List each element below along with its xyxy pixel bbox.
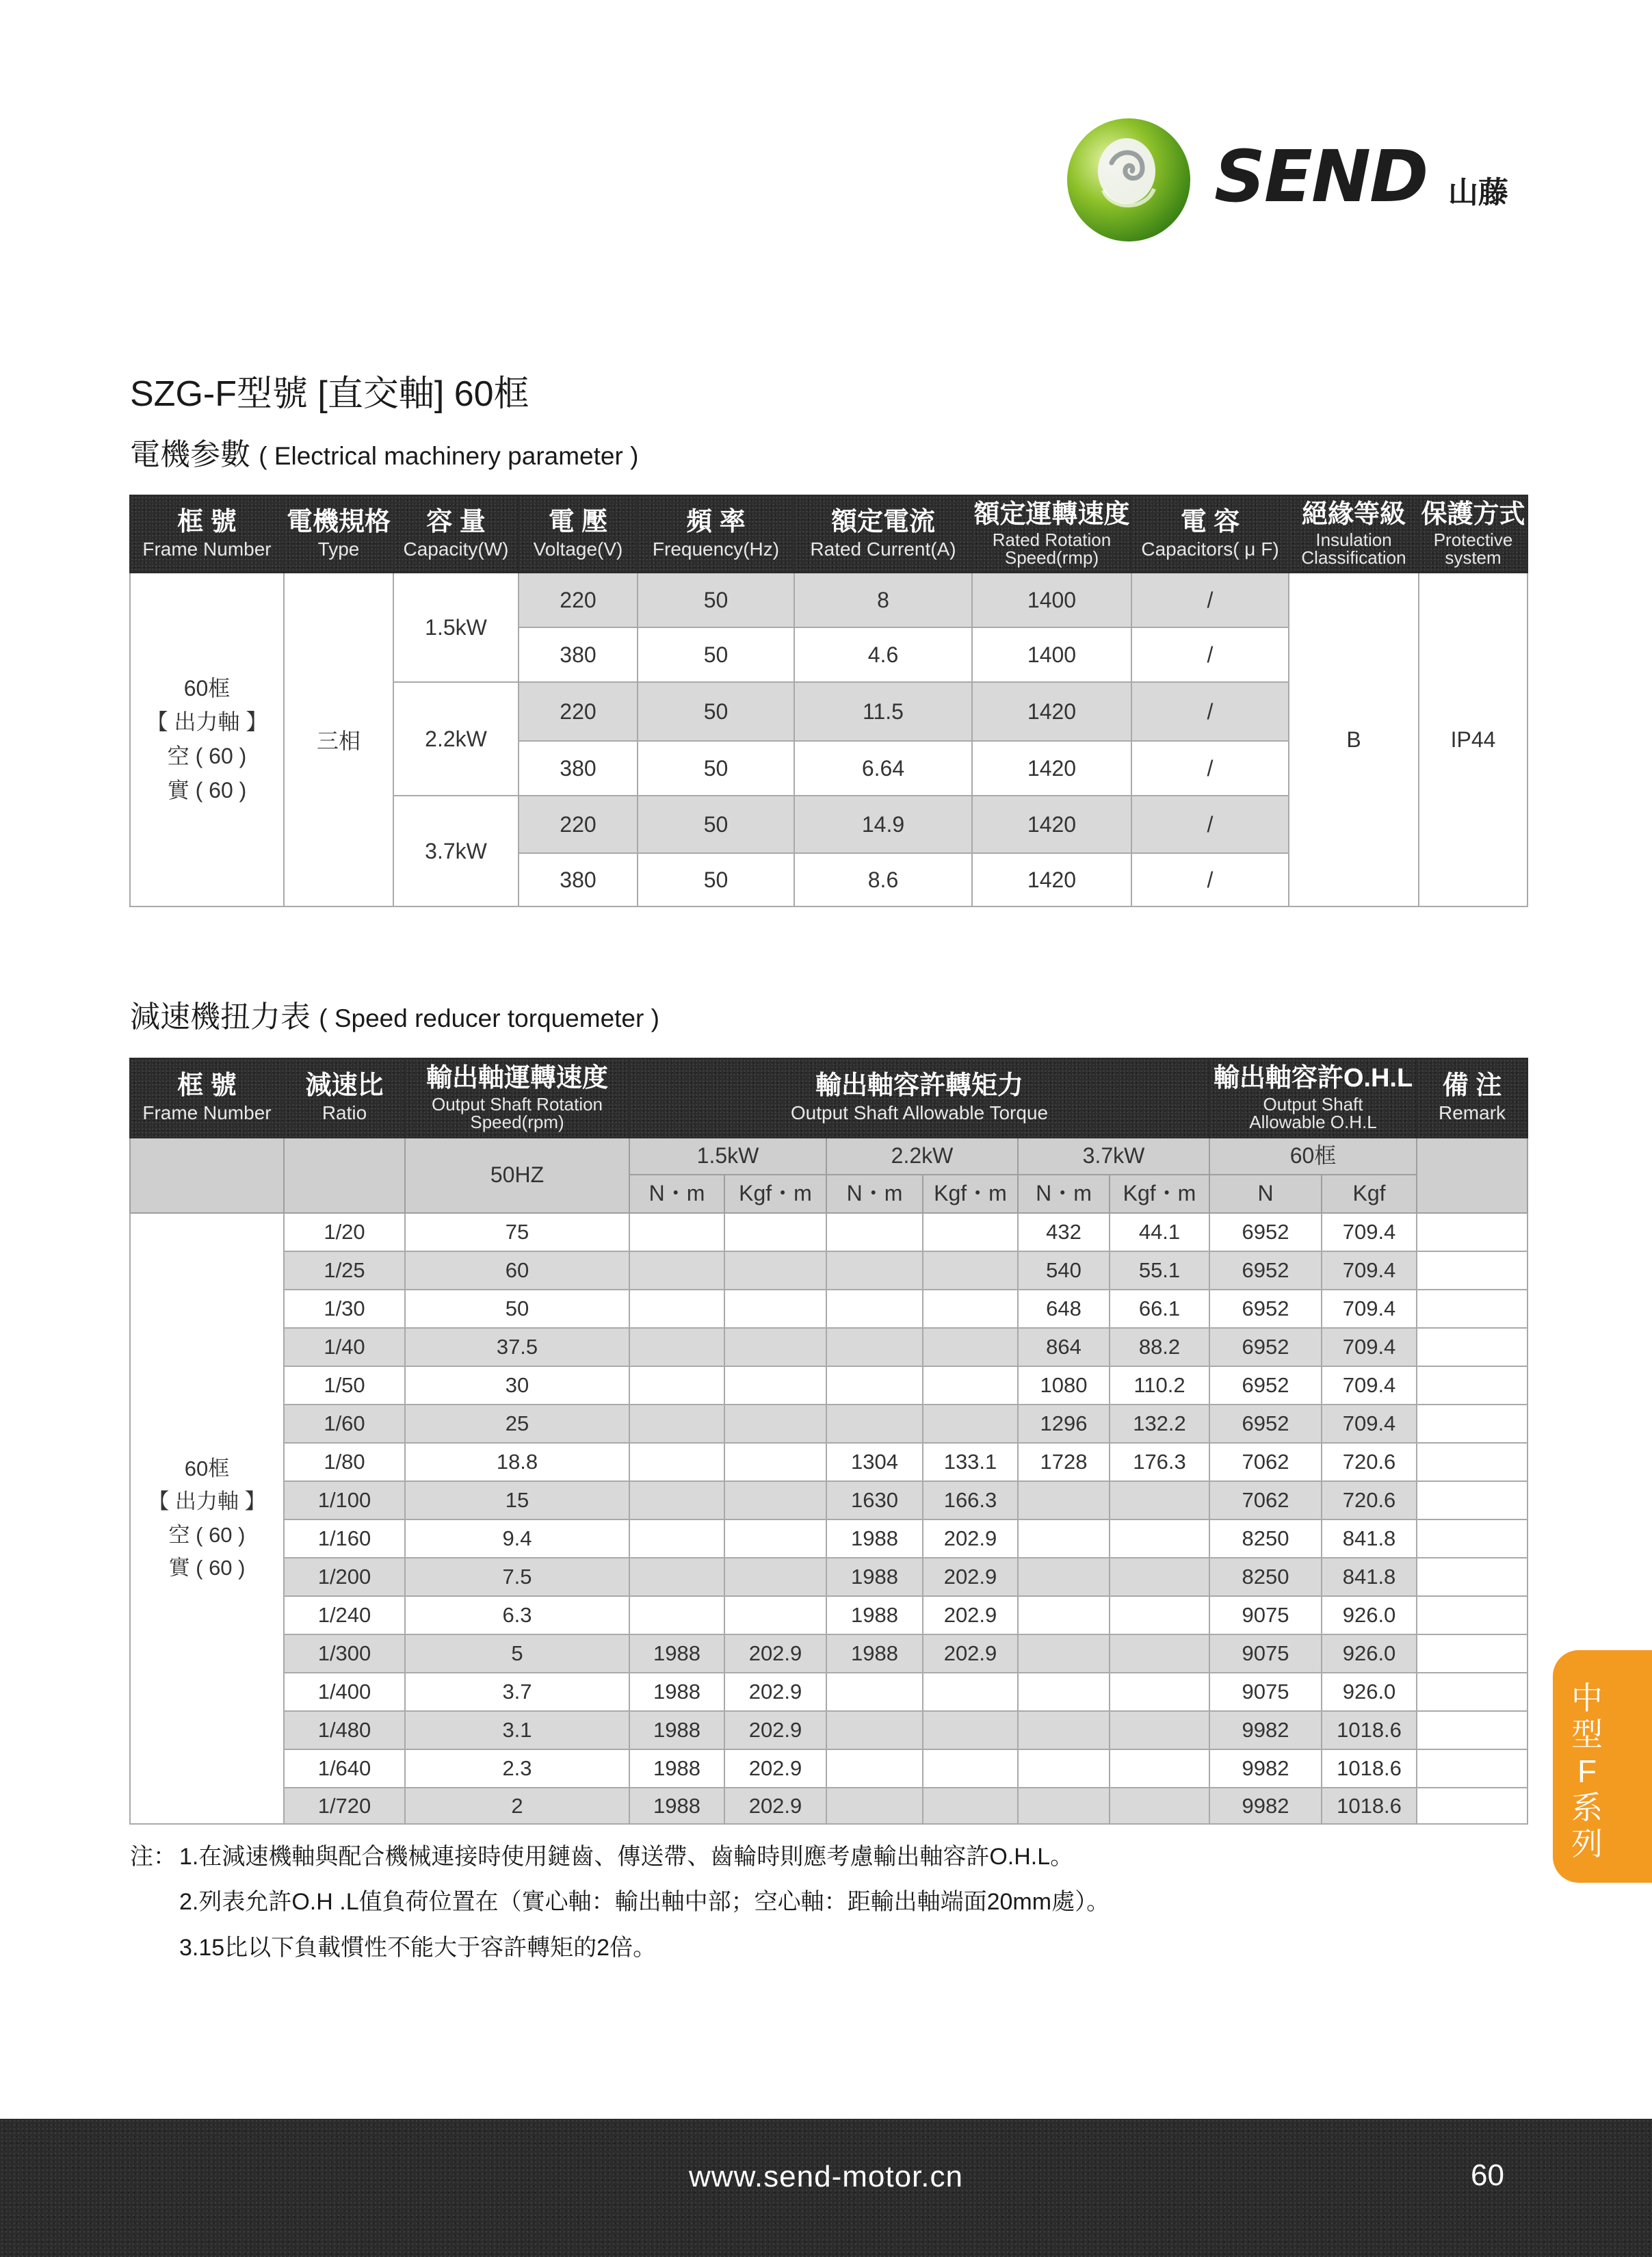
kgfm-2-2kw-cell (923, 1251, 1018, 1290)
table-header-row (130, 495, 1528, 573)
ratio-cell: 1/50 (284, 1366, 405, 1405)
speed-cell: 1400 (972, 627, 1131, 682)
remark-cell (1417, 1405, 1528, 1443)
speed-cell: 25 (405, 1405, 629, 1443)
nm-1-5kw-cell: 1988 (629, 1788, 724, 1824)
kgfm-1-5kw-cell: 202.9 (724, 1634, 826, 1673)
kgfm-2-2kw-cell (923, 1366, 1018, 1405)
kgfm-1-5kw-cell (724, 1596, 826, 1634)
header-remark: 備 注 Remark (1417, 1058, 1528, 1138)
ratio-cell: 1/640 (284, 1749, 405, 1788)
ohl-kgf-cell: 1018.6 (1322, 1749, 1417, 1788)
section-title-cn: 減速機扭力表 (130, 1000, 311, 1034)
remark-cell (1417, 1634, 1528, 1673)
voltage-cell: 380 (519, 741, 638, 796)
kgfm-3-7kw-cell (1110, 1788, 1209, 1824)
kgfm-3-7kw-cell (1110, 1481, 1209, 1519)
kgfm-2-2kw-cell (923, 1405, 1018, 1443)
subheader-blank (1417, 1138, 1528, 1213)
page-footer (0, 2119, 1652, 2257)
current-cell: 8 (794, 573, 972, 627)
section-title-torque (130, 1002, 659, 1032)
kgfm-2-2kw-cell: 202.9 (923, 1519, 1018, 1558)
nm-3-7kw-cell (1018, 1519, 1110, 1558)
series-side-tab (1553, 1650, 1652, 1883)
note-item: 3.15比以下負載慣性不能大于容許轉矩的2倍。 (179, 1935, 657, 1961)
voltage-cell: 220 (519, 682, 638, 741)
remark-cell (1417, 1290, 1528, 1328)
capacitor-cell: / (1131, 796, 1289, 853)
header-ratio: 減速比 Ratio (284, 1058, 405, 1138)
header-capacitors: 電 容 Capacitors( μ F) (1131, 495, 1289, 573)
ohl-kgf-cell: 709.4 (1322, 1251, 1417, 1290)
kgfm-3-7kw-cell (1110, 1711, 1209, 1749)
table-row (130, 1673, 1528, 1711)
nm-1-5kw-cell (629, 1481, 724, 1519)
nm-2-2kw-cell (826, 1788, 923, 1824)
unit-kgfm: Kgf・m (1110, 1175, 1209, 1213)
insulation-cell: B (1289, 573, 1419, 906)
ohl-n-cell: 7062 (1209, 1481, 1322, 1519)
table-row (130, 1366, 1528, 1405)
capacitor-cell: / (1131, 741, 1289, 796)
nm-3-7kw-cell: 1296 (1018, 1405, 1110, 1443)
kgfm-1-5kw-cell (724, 1290, 826, 1328)
kgfm-2-2kw-cell (923, 1788, 1018, 1824)
subheader-frame-60: 60框 (1209, 1138, 1417, 1175)
nm-2-2kw-cell (826, 1405, 923, 1443)
nm-2-2kw-cell: 1304 (826, 1443, 923, 1481)
kgfm-1-5kw-cell: 202.9 (724, 1788, 826, 1824)
nm-3-7kw-cell (1018, 1481, 1110, 1519)
table-row (130, 1405, 1528, 1443)
nm-1-5kw-cell (629, 1405, 724, 1443)
nm-3-7kw-cell: 432 (1018, 1213, 1110, 1251)
remark-cell (1417, 1788, 1528, 1824)
ohl-n-cell: 6952 (1209, 1290, 1322, 1328)
brand-logo (1064, 115, 1543, 245)
remark-cell (1417, 1366, 1528, 1405)
speed-cell: 1400 (972, 573, 1131, 627)
subheader-blank (284, 1138, 405, 1213)
speed-cell: 1420 (972, 682, 1131, 741)
nm-2-2kw-cell (826, 1711, 923, 1749)
table-row (130, 1634, 1528, 1673)
header-capacity: 容 量 Capacity(W) (393, 495, 519, 573)
table-row (130, 1481, 1528, 1519)
kgfm-3-7kw-cell: 55.1 (1110, 1251, 1209, 1290)
kgfm-1-5kw-cell (724, 1519, 826, 1558)
ohl-n-cell: 9075 (1209, 1634, 1322, 1673)
kgfm-1-5kw-cell (724, 1405, 826, 1443)
ohl-kgf-cell: 1018.6 (1322, 1788, 1417, 1824)
ohl-kgf-cell: 709.4 (1322, 1213, 1417, 1251)
ohl-kgf-cell: 841.8 (1322, 1558, 1417, 1596)
nm-1-5kw-cell (629, 1366, 724, 1405)
kgfm-2-2kw-cell: 166.3 (923, 1481, 1018, 1519)
nm-1-5kw-cell: 1988 (629, 1711, 724, 1749)
kgfm-2-2kw-cell (923, 1711, 1018, 1749)
kgfm-3-7kw-cell: 88.2 (1110, 1328, 1209, 1366)
kgfm-1-5kw-cell: 202.9 (724, 1711, 826, 1749)
ohl-n-cell: 8250 (1209, 1519, 1322, 1558)
nm-1-5kw-cell: 1988 (629, 1749, 724, 1788)
subheader-capacity-2-2kw: 2.2kW (826, 1138, 1018, 1175)
frequency-cell: 50 (638, 627, 794, 682)
remark-cell (1417, 1596, 1528, 1634)
kgfm-2-2kw-cell (923, 1213, 1018, 1251)
ohl-n-cell: 9982 (1209, 1711, 1322, 1749)
nm-3-7kw-cell (1018, 1788, 1110, 1824)
torque-table (129, 1058, 1528, 1825)
header-protection: 保護方式 Protective system (1419, 495, 1528, 573)
nm-2-2kw-cell: 1988 (826, 1558, 923, 1596)
speed-cell: 50 (405, 1290, 629, 1328)
ratio-cell: 1/20 (284, 1213, 405, 1251)
nm-1-5kw-cell (629, 1443, 724, 1481)
kgfm-3-7kw-cell: 176.3 (1110, 1443, 1209, 1481)
protection-cell: IP44 (1419, 573, 1528, 906)
ohl-kgf-cell: 926.0 (1322, 1634, 1417, 1673)
kgfm-1-5kw-cell (724, 1251, 826, 1290)
torque-table-body (130, 1213, 1528, 1824)
ratio-cell: 1/200 (284, 1558, 405, 1596)
brand-name-cn: 山藤 (1448, 175, 1508, 210)
ratio-cell: 1/40 (284, 1328, 405, 1366)
ohl-kgf-cell: 709.4 (1322, 1290, 1417, 1328)
ohl-kgf-cell: 709.4 (1322, 1405, 1417, 1443)
header-rated-speed: 額定運轉速度 Rated Rotation Speed(rmp) (972, 495, 1131, 573)
ohl-n-cell: 9982 (1209, 1749, 1322, 1788)
kgfm-3-7kw-cell (1110, 1634, 1209, 1673)
nm-2-2kw-cell (826, 1366, 923, 1405)
note-item: 2.列表允許O.H .L值負荷位置在（實心軸：輸出軸中部；空心軸：距輸出軸端面20mm處）。 (179, 1889, 1110, 1915)
nm-1-5kw-cell (629, 1251, 724, 1290)
table-row (130, 1558, 1528, 1596)
speed-cell: 6.3 (405, 1596, 629, 1634)
nm-3-7kw-cell: 864 (1018, 1328, 1110, 1366)
ratio-cell: 1/240 (284, 1596, 405, 1634)
ratio-cell: 1/720 (284, 1788, 405, 1824)
nm-3-7kw-cell (1018, 1558, 1110, 1596)
motor-type-cell: 三相 (284, 573, 393, 906)
kgfm-2-2kw-cell (923, 1673, 1018, 1711)
speed-cell: 3.7 (405, 1673, 629, 1711)
remark-cell (1417, 1749, 1528, 1788)
header-insulation: 絕緣等級 Insulation Classification (1289, 495, 1419, 573)
nm-3-7kw-cell: 648 (1018, 1290, 1110, 1328)
subheader-frequency: 50HZ (405, 1138, 629, 1213)
speed-cell: 7.5 (405, 1558, 629, 1596)
remark-cell (1417, 1328, 1528, 1366)
ratio-cell: 1/300 (284, 1634, 405, 1673)
remark-cell (1417, 1519, 1528, 1558)
nm-1-5kw-cell (629, 1290, 724, 1328)
ratio-cell: 1/25 (284, 1251, 405, 1290)
header-output-speed: 輸出軸運轉速度 Output Shaft Rotation Speed(rpm) (405, 1058, 629, 1138)
voltage-cell: 220 (519, 573, 638, 627)
current-cell: 11.5 (794, 682, 972, 741)
nm-2-2kw-cell (826, 1749, 923, 1788)
speed-cell: 1420 (972, 796, 1131, 853)
table-row (130, 1251, 1528, 1290)
speed-cell: 30 (405, 1366, 629, 1405)
ohl-kgf-cell: 709.4 (1322, 1366, 1417, 1405)
section-title-en: ( Speed reducer torquemeter ) (319, 1004, 659, 1032)
ohl-n-cell: 6952 (1209, 1366, 1322, 1405)
kgfm-3-7kw-cell: 44.1 (1110, 1213, 1209, 1251)
nm-1-5kw-cell: 1988 (629, 1673, 724, 1711)
kgfm-2-2kw-cell (923, 1328, 1018, 1366)
ohl-n-cell: 9075 (1209, 1596, 1322, 1634)
ohl-n-cell: 8250 (1209, 1558, 1322, 1596)
kgfm-2-2kw-cell (923, 1749, 1018, 1788)
remark-cell (1417, 1251, 1528, 1290)
ohl-n-cell: 6952 (1209, 1213, 1322, 1251)
remark-cell (1417, 1673, 1528, 1711)
table-row (130, 1596, 1528, 1634)
ohl-n-cell: 6952 (1209, 1405, 1322, 1443)
ohl-kgf-cell: 720.6 (1322, 1481, 1417, 1519)
nm-1-5kw-cell: 1988 (629, 1634, 724, 1673)
kgfm-1-5kw-cell (724, 1481, 826, 1519)
table-row (130, 573, 1528, 627)
capacity-cell: 3.7kW (393, 796, 519, 906)
ohl-kgf-cell: 926.0 (1322, 1673, 1417, 1711)
speed-cell: 1420 (972, 741, 1131, 796)
ratio-cell: 1/400 (284, 1673, 405, 1711)
nm-3-7kw-cell (1018, 1711, 1110, 1749)
kgfm-1-5kw-cell (724, 1328, 826, 1366)
nm-1-5kw-cell (629, 1328, 724, 1366)
header-rated-current: 額定電流 Rated Current(A) (794, 495, 972, 573)
electrical-parameter-table (129, 495, 1528, 907)
capacitor-cell: / (1131, 627, 1289, 682)
unit-nm: N・m (1018, 1175, 1110, 1213)
speed-cell: 2.3 (405, 1749, 629, 1788)
unit-kgfm: Kgf・m (923, 1175, 1018, 1213)
section-title-cn: 電機参數 (130, 438, 250, 471)
page-number: 60 (1471, 2158, 1504, 2192)
table-row (130, 1519, 1528, 1558)
nm-3-7kw-cell: 1080 (1018, 1366, 1110, 1405)
unit-nm: N・m (629, 1175, 724, 1213)
current-cell: 4.6 (794, 627, 972, 682)
kgfm-1-5kw-cell (724, 1366, 826, 1405)
ohl-n-cell: 9075 (1209, 1673, 1322, 1711)
nm-3-7kw-cell (1018, 1596, 1110, 1634)
kgfm-1-5kw-cell (724, 1443, 826, 1481)
ratio-cell: 1/80 (284, 1443, 405, 1481)
nm-1-5kw-cell (629, 1596, 724, 1634)
speed-cell: 18.8 (405, 1443, 629, 1481)
remark-cell (1417, 1711, 1528, 1749)
kgfm-3-7kw-cell (1110, 1596, 1209, 1634)
table-row (130, 1749, 1528, 1788)
remark-cell (1417, 1213, 1528, 1251)
table-row (130, 1290, 1528, 1328)
capacitor-cell: / (1131, 573, 1289, 627)
table-header-row (130, 1058, 1528, 1138)
ohl-n-cell: 6952 (1209, 1328, 1322, 1366)
ratio-cell: 1/480 (284, 1711, 405, 1749)
nm-2-2kw-cell (826, 1251, 923, 1290)
frequency-cell: 50 (638, 853, 794, 906)
frame-number-cell: 60框 【 出力軸 】 空 ( 60 ) 實 ( 60 ) (130, 573, 284, 906)
nm-2-2kw-cell: 1988 (826, 1634, 923, 1673)
ohl-kgf-cell: 926.0 (1322, 1596, 1417, 1634)
unit-kgfm: Kgf・m (724, 1175, 826, 1213)
header-frame-number: 框 號 Frame Number (130, 1058, 284, 1138)
current-cell: 8.6 (794, 853, 972, 906)
nm-3-7kw-cell: 540 (1018, 1251, 1110, 1290)
footer-website: www.send-motor.cn (689, 2160, 963, 2193)
remark-cell (1417, 1558, 1528, 1596)
frequency-cell: 50 (638, 573, 794, 627)
nm-3-7kw-cell (1018, 1673, 1110, 1711)
ohl-kgf-cell: 841.8 (1322, 1519, 1417, 1558)
kgfm-3-7kw-cell (1110, 1519, 1209, 1558)
nm-2-2kw-cell: 1988 (826, 1596, 923, 1634)
speed-cell: 5 (405, 1634, 629, 1673)
ohl-kgf-cell: 709.4 (1322, 1328, 1417, 1366)
note-item: 1.在減速機軸與配合機械連接時使用鏈齒、傳送帶、齒輪時則應考慮輸出軸容許O.H.L。 (179, 1844, 1074, 1870)
section-title-en: ( Electrical machinery parameter ) (259, 442, 639, 470)
header-voltage: 電 壓 Voltage(V) (519, 495, 638, 573)
series-side-tab-label: 中 型 F 系 列 (1571, 1680, 1603, 1862)
kgfm-2-2kw-cell: 133.1 (923, 1443, 1018, 1481)
ohl-kgf-cell: 720.6 (1322, 1443, 1417, 1481)
nm-3-7kw-cell: 1728 (1018, 1443, 1110, 1481)
kgfm-2-2kw-cell: 202.9 (923, 1596, 1018, 1634)
kgfm-1-5kw-cell (724, 1213, 826, 1251)
speed-cell: 1420 (972, 853, 1131, 906)
speed-cell: 15 (405, 1481, 629, 1519)
table-row (130, 1213, 1528, 1251)
ratio-cell: 1/100 (284, 1481, 405, 1519)
speed-cell: 37.5 (405, 1328, 629, 1366)
ohl-kgf-cell: 1018.6 (1322, 1711, 1417, 1749)
frequency-cell: 50 (638, 796, 794, 853)
nm-1-5kw-cell (629, 1213, 724, 1251)
kgfm-2-2kw-cell: 202.9 (923, 1634, 1018, 1673)
header-allowable-torque: 輸出軸容許轉矩力 Output Shaft Allowable Torque (629, 1058, 1209, 1138)
ohl-n-cell: 7062 (1209, 1443, 1322, 1481)
speed-cell: 2 (405, 1788, 629, 1824)
nm-1-5kw-cell (629, 1519, 724, 1558)
frame-number-cell: 60框 【 出力軸 】 空 ( 60 ) 實 ( 60 ) (130, 1213, 284, 1824)
page-title: SZG-F型號 [直交軸] 60框 (130, 374, 529, 414)
capacity-cell: 1.5kW (393, 573, 519, 682)
header-type: 電機規格 Type (284, 495, 393, 573)
kgfm-3-7kw-cell: 110.2 (1110, 1366, 1209, 1405)
header-frequency: 頻 率 Frequency(Hz) (638, 495, 794, 573)
subheader-capacity-3-7kw: 3.7kW (1018, 1138, 1209, 1175)
kgfm-3-7kw-cell: 132.2 (1110, 1405, 1209, 1443)
notes-prefix: 注： (130, 1844, 176, 1870)
remark-cell (1417, 1481, 1528, 1519)
remark-cell (1417, 1443, 1528, 1481)
unit-n: N (1209, 1175, 1322, 1213)
kgfm-3-7kw-cell: 66.1 (1110, 1290, 1209, 1328)
nm-2-2kw-cell (826, 1328, 923, 1366)
nm-2-2kw-cell (826, 1213, 923, 1251)
kgfm-3-7kw-cell (1110, 1749, 1209, 1788)
voltage-cell: 380 (519, 627, 638, 682)
ratio-cell: 1/60 (284, 1405, 405, 1443)
logo-mark-icon (1064, 115, 1194, 245)
nm-2-2kw-cell (826, 1290, 923, 1328)
table-row (130, 1443, 1528, 1481)
header-ohl: 輸出軸容許O.H.L Output Shaft Allowable O.H.L (1209, 1058, 1417, 1138)
kgfm-3-7kw-cell (1110, 1673, 1209, 1711)
unit-nm: N・m (826, 1175, 923, 1213)
speed-cell: 75 (405, 1213, 629, 1251)
kgfm-2-2kw-cell (923, 1290, 1018, 1328)
kgfm-1-5kw-cell: 202.9 (724, 1673, 826, 1711)
kgfm-2-2kw-cell: 202.9 (923, 1558, 1018, 1596)
nm-1-5kw-cell (629, 1558, 724, 1596)
nm-3-7kw-cell (1018, 1634, 1110, 1673)
ohl-n-cell: 6952 (1209, 1251, 1322, 1290)
voltage-cell: 380 (519, 853, 638, 906)
kgfm-1-5kw-cell: 202.9 (724, 1749, 826, 1788)
capacitor-cell: / (1131, 682, 1289, 741)
nm-2-2kw-cell: 1630 (826, 1481, 923, 1519)
table-row (130, 1328, 1528, 1366)
unit-kgf: Kgf (1322, 1175, 1417, 1213)
capacitor-cell: / (1131, 853, 1289, 906)
table-row (130, 1788, 1528, 1824)
nm-2-2kw-cell: 1988 (826, 1519, 923, 1558)
kgfm-1-5kw-cell (724, 1558, 826, 1596)
speed-cell: 9.4 (405, 1519, 629, 1558)
ratio-cell: 1/30 (284, 1290, 405, 1328)
speed-cell: 3.1 (405, 1711, 629, 1749)
frequency-cell: 50 (638, 682, 794, 741)
nm-3-7kw-cell (1018, 1749, 1110, 1788)
header-frame-number: 框 號 Frame Number (130, 495, 284, 573)
current-cell: 6.64 (794, 741, 972, 796)
brand-wordmark: SEND (1214, 135, 1428, 218)
speed-cell: 60 (405, 1251, 629, 1290)
current-cell: 14.9 (794, 796, 972, 853)
table-row (130, 1711, 1528, 1749)
table-subheader-row (130, 1138, 1528, 1175)
ohl-n-cell: 9982 (1209, 1788, 1322, 1824)
subheader-blank (130, 1138, 284, 1213)
nm-2-2kw-cell (826, 1673, 923, 1711)
ratio-cell: 1/160 (284, 1519, 405, 1558)
voltage-cell: 220 (519, 796, 638, 853)
subheader-capacity-1-5kw: 1.5kW (629, 1138, 826, 1175)
capacity-cell: 2.2kW (393, 682, 519, 796)
frequency-cell: 50 (638, 741, 794, 796)
kgfm-3-7kw-cell (1110, 1558, 1209, 1596)
section-title-electrical (130, 440, 638, 470)
